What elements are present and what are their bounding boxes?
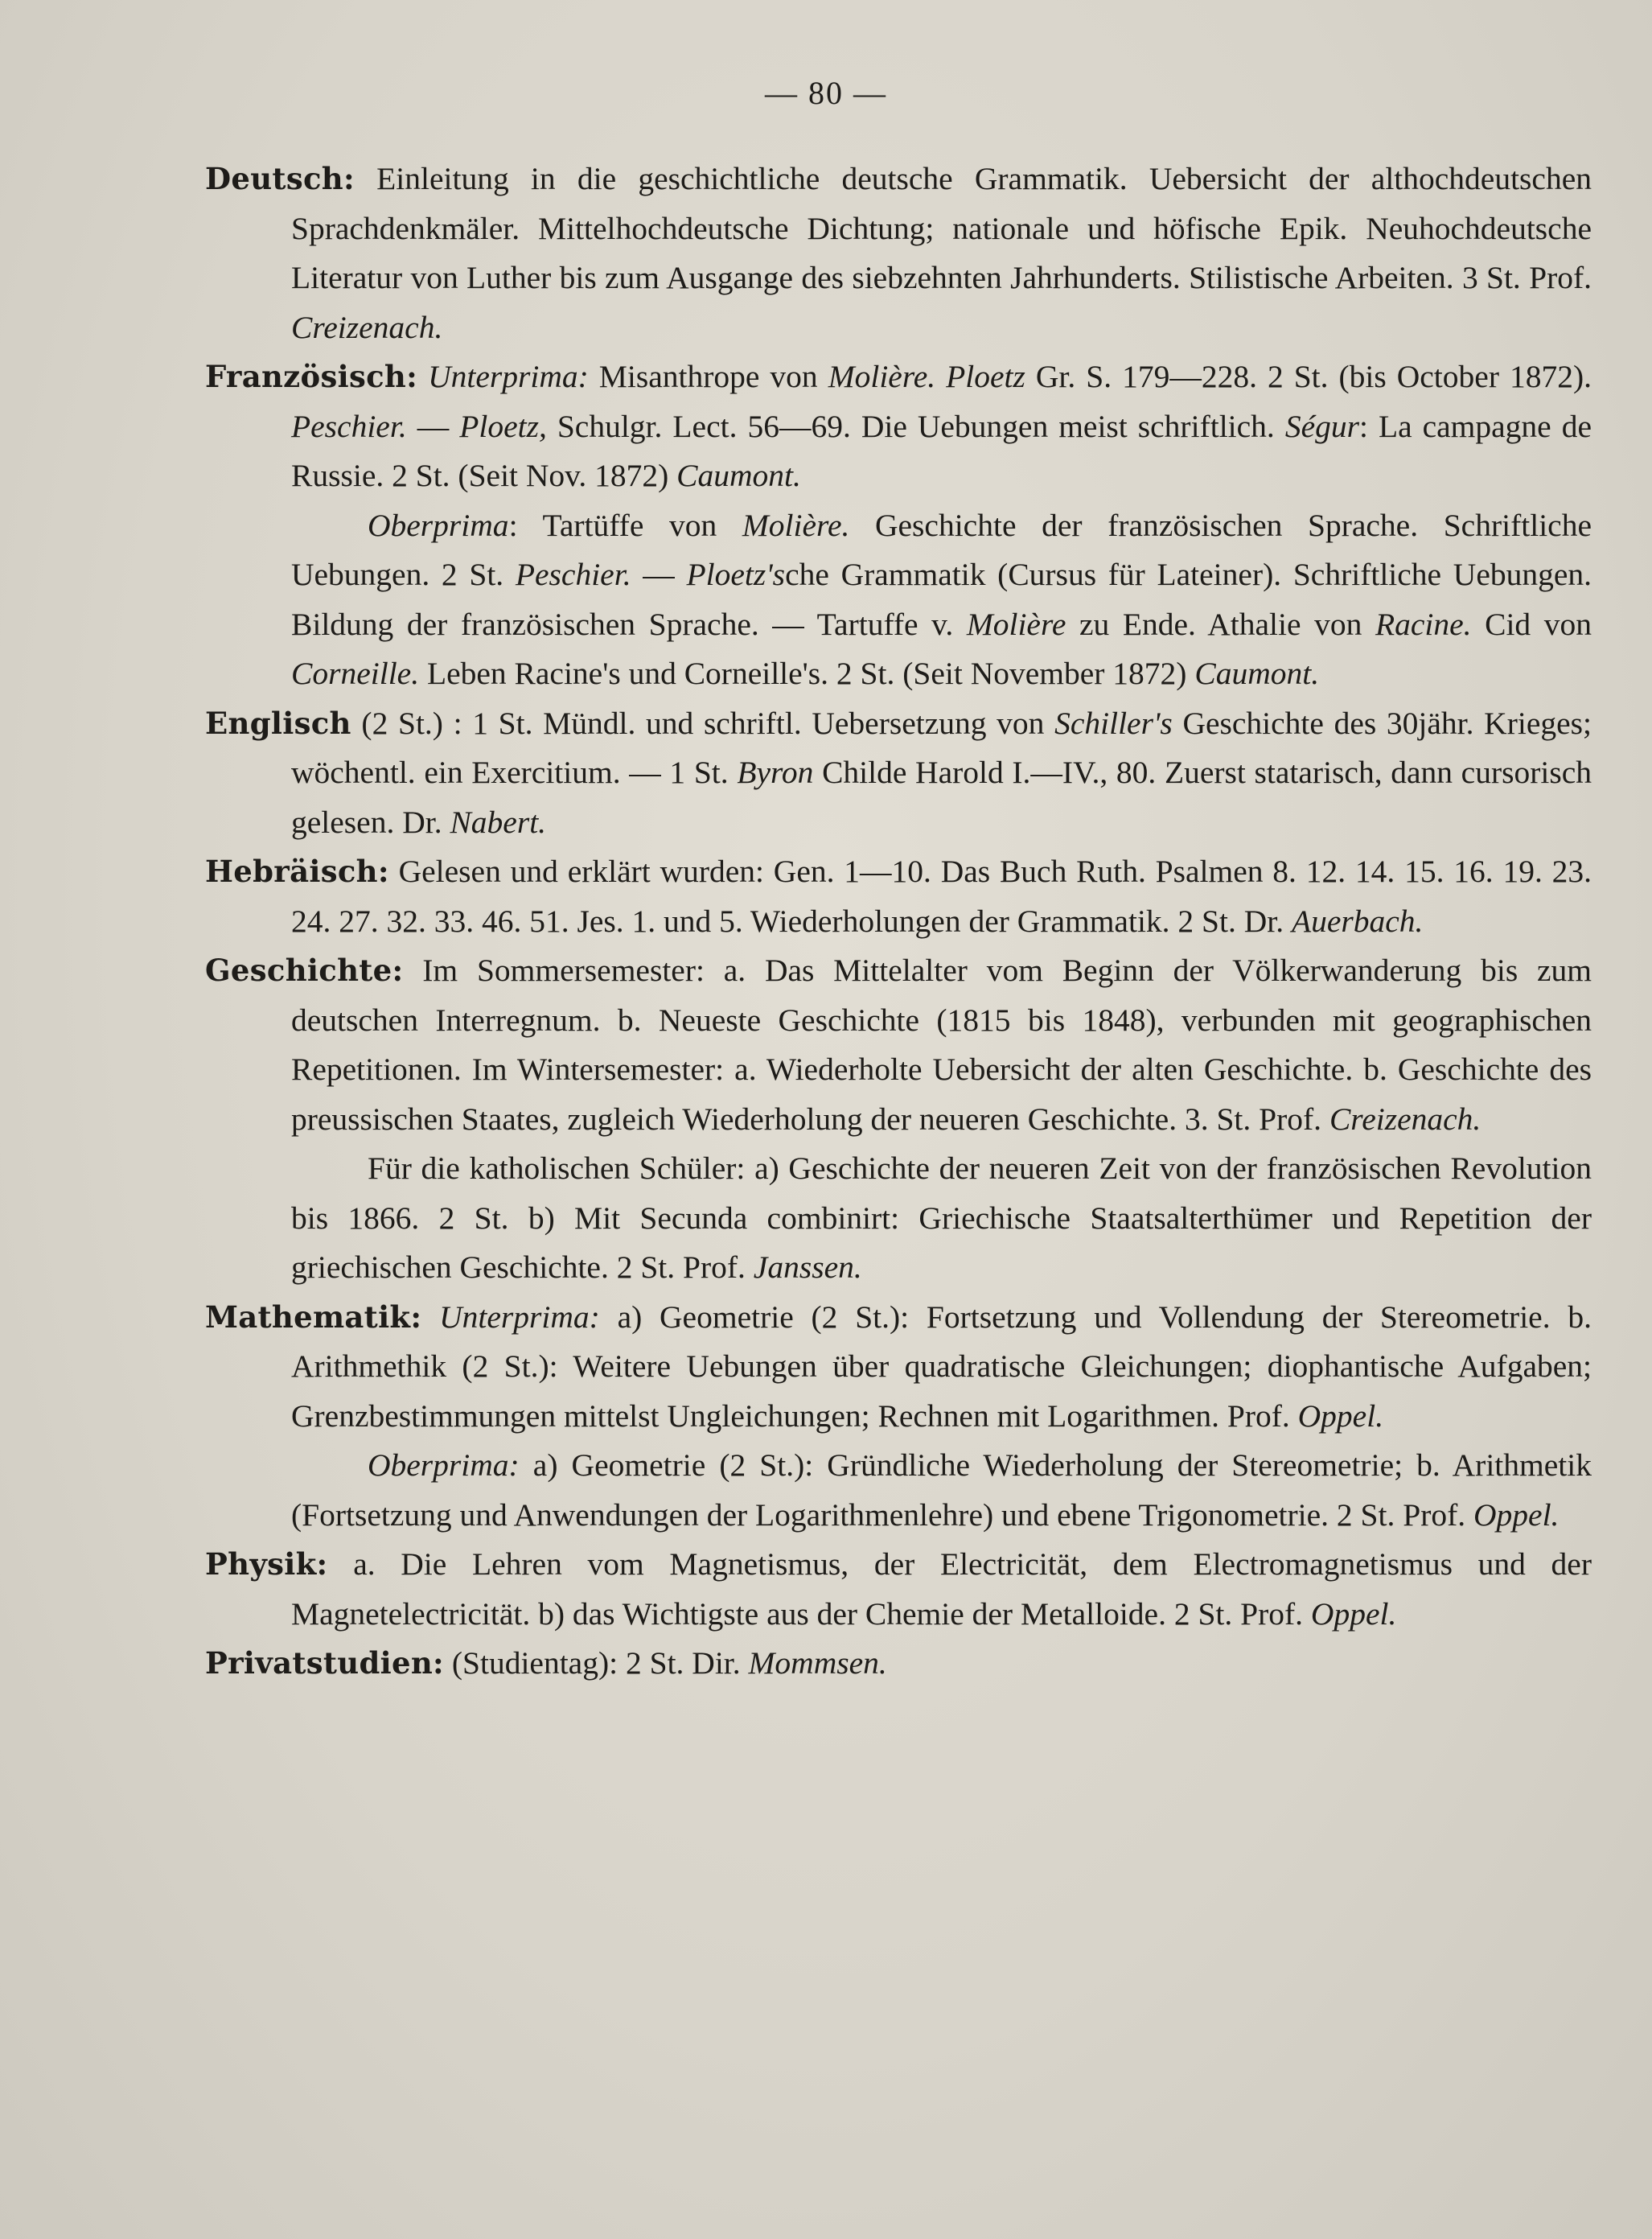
text-run: a. Die Lehren vom Magnetismus, der Electricität, dem Electromagnetismus und der Magnetelectricität. b) das Wichtigste aus der Chemie der Metalloide. 2 St. Prof. bbox=[291, 1546, 1600, 1632]
italic-text: Janssen. bbox=[753, 1249, 862, 1285]
entry-geschichte bbox=[205, 946, 1600, 1293]
text-run bbox=[421, 1299, 439, 1335]
text-run: : Tartüffe von bbox=[508, 507, 742, 543]
text-run: Für die katholischen Schüler: a) Geschichte der neueren Zeit von der französischen Revolution bis 1866. 2 St. b) Mit Secunda combinirt: Griechische Staatsalterthümer und Repetition der griechischen Geschichte. 2 St. Prof. bbox=[291, 1150, 1600, 1285]
entry-deutsch bbox=[205, 154, 1600, 352]
italic-text: Peschier. bbox=[515, 557, 631, 592]
text-run: (2 St.) : 1 St. Mündl. und schriftl. Uebersetzung von bbox=[351, 705, 1055, 741]
entry-text bbox=[291, 953, 1600, 1137]
subject-heading: Deutsch: bbox=[205, 161, 355, 196]
entry-text bbox=[444, 1645, 887, 1681]
entry-text bbox=[291, 161, 1600, 345]
text-run: Leben Racine's und Corneille's. 2 St. (Seit November 1872) bbox=[419, 656, 1195, 691]
entry-mathematik bbox=[205, 1293, 1600, 1541]
entry-physik bbox=[205, 1540, 1600, 1639]
text-run: zu Ende. Athalie von bbox=[1066, 606, 1375, 642]
italic-text: Oberprima: bbox=[368, 1447, 520, 1483]
italic-text: Peschier. bbox=[291, 408, 407, 444]
italic-text: Oppel. bbox=[1297, 1397, 1384, 1434]
text-run: — bbox=[406, 408, 460, 444]
italic-text: Creizenach. bbox=[291, 309, 443, 345]
italic-text: Racine. bbox=[1375, 606, 1472, 642]
entry-privatstudien bbox=[205, 1639, 1592, 1689]
text-run: Gr. S. 179—228. 2 St. (bis October 1872). bbox=[1025, 359, 1600, 394]
text-run: a) Geometrie (2 St.): Gründliche Wiederholung der Stereometrie; b. Arithmetik (Fortsetzung und Anwendungen der Logarithmenlehre) und ebene Trigonometrie. 2 St. Prof. bbox=[291, 1447, 1600, 1533]
italic-text: Schiller's bbox=[1054, 705, 1173, 741]
subject-heading: Französisch: bbox=[205, 359, 418, 394]
text-run bbox=[935, 359, 946, 394]
italic-text: Byron bbox=[737, 755, 814, 790]
text-run: Cid von bbox=[1471, 606, 1600, 642]
subject-heading: Englisch bbox=[205, 705, 351, 741]
italic-text: Caumont. bbox=[676, 458, 801, 493]
text-run: che Grammatik (Cursus für Lateiner). Schriftliche Uebungen. Bildung der französischen Sprache. — Tartuffe v. bbox=[291, 557, 1600, 642]
page-number: — 80 — bbox=[765, 75, 887, 111]
text-run: Gelesen und erklärt wurden: Gen. 1—10. Das Buch Ruth. Psalmen 8. 12. 14. 15. 16. 19. 23. 24. 27. 32. 33. 46. 51. Jes. 1. und 5. Wiederholungen der Grammatik. 2 St. Dr. bbox=[291, 854, 1600, 939]
subject-heading: Hebräisch: bbox=[205, 854, 389, 889]
entry-englisch bbox=[205, 699, 1600, 848]
text-run: Misanthrope von bbox=[588, 359, 828, 394]
entry-französisch bbox=[205, 352, 1600, 699]
italic-text: Oppel. bbox=[1310, 1595, 1397, 1632]
italic-text: Creizenach. bbox=[1329, 1101, 1481, 1137]
italic-text: Auerbach. bbox=[1291, 903, 1424, 939]
subject-heading: Privatstudien: bbox=[205, 1645, 444, 1681]
entry-subparagraph bbox=[291, 1441, 1600, 1540]
entry-text bbox=[291, 359, 1600, 493]
entry-text bbox=[291, 706, 1600, 840]
italic-text: Ploetz bbox=[946, 359, 1025, 394]
entry-text bbox=[291, 854, 1600, 939]
italic-text: Molière bbox=[966, 606, 1066, 642]
italic-text: Nabert. bbox=[450, 804, 547, 840]
italic-text: Molière. bbox=[742, 507, 850, 543]
entry-hebräisch bbox=[205, 847, 1600, 946]
subject-heading: Geschichte: bbox=[205, 953, 404, 988]
text-run: Geschichte der französischen Sprache. Schriftliche Uebungen. 2 St. bbox=[291, 507, 1600, 592]
text-run bbox=[417, 359, 428, 394]
italic-text: Ploetz's bbox=[686, 557, 786, 592]
italic-text: Oppel. bbox=[1473, 1496, 1560, 1533]
text-run: Einleitung in die geschichtliche deutsche Grammatik. Uebersicht der althochdeutschen Sprachdenkmäler. Mittelhochdeutsche Dichtung; nationale und höfische Epik. Neuhochdeutsche Literatur von Luther bis zum Ausgange des siebzehnten Jahrhunderts. Stilistische Arbeiten. 3 St. Prof. bbox=[291, 161, 1600, 295]
italic-text: Caumont. bbox=[1194, 656, 1320, 691]
text-run: a) Geometrie (2 St.): Fortsetzung und Vollendung der Stereometrie. b. Arithmethik (2 St.): Weitere Uebungen über quadratische Gleichungen; diophantische Aufgaben; Grenzbestimmungen mittelst Ungleichungen; Rechnen mit Logarithmen. Prof. bbox=[291, 1299, 1600, 1434]
text-run: Schulgr. Lect. 56—69. Die Uebungen meist schriftlich. bbox=[546, 408, 1285, 444]
page-content bbox=[205, 154, 1600, 1689]
italic-text: Molière. bbox=[828, 359, 936, 394]
italic-text: Unterprima: bbox=[428, 359, 589, 394]
text-run: (Studientag): 2 St. Dir. bbox=[443, 1645, 749, 1681]
italic-text: Ploetz, bbox=[459, 408, 547, 444]
italic-text: Mommsen. bbox=[748, 1645, 887, 1681]
text-run: Childe Harold I.—IV., 80. Zuerst statarisch, dann cursorisch gelesen. Dr. bbox=[291, 755, 1600, 840]
text-run: : La campagne de Russie. 2 St. (Seit Nov. 1872) bbox=[291, 408, 1600, 493]
subject-heading: Physik: bbox=[205, 1546, 328, 1582]
entry-text bbox=[291, 1546, 1600, 1632]
italic-text: Oberprima bbox=[368, 507, 509, 543]
subject-heading: Mathematik: bbox=[205, 1299, 422, 1335]
text-run: Im Sommersemester: a. Das Mittelalter vom Beginn der Völkerwanderung bis zum deutschen Interregnum. b. Neueste Geschichte (1815 bis 1848), verbunden mit geographischen Repetitionen. Im Wintersemester: a. Wiederholte Uebersicht der alten Geschichte. b. Geschichte des preussischen Staates, zugleich Wiederholung der neueren Geschichte. 3. St. Prof. bbox=[291, 953, 1600, 1137]
italic-text: Unterprima: bbox=[439, 1299, 600, 1335]
text-run: — bbox=[631, 557, 687, 592]
entry-subparagraph bbox=[291, 1144, 1600, 1293]
italic-text: Corneille. bbox=[291, 656, 420, 691]
entry-text bbox=[291, 1299, 1600, 1434]
italic-text: Ségur bbox=[1284, 408, 1359, 444]
entry-subparagraph bbox=[291, 501, 1600, 699]
text-run: Geschichte des 30jähr. Krieges; wöchentl. ein Exercitium. — 1 St. bbox=[291, 705, 1600, 790]
